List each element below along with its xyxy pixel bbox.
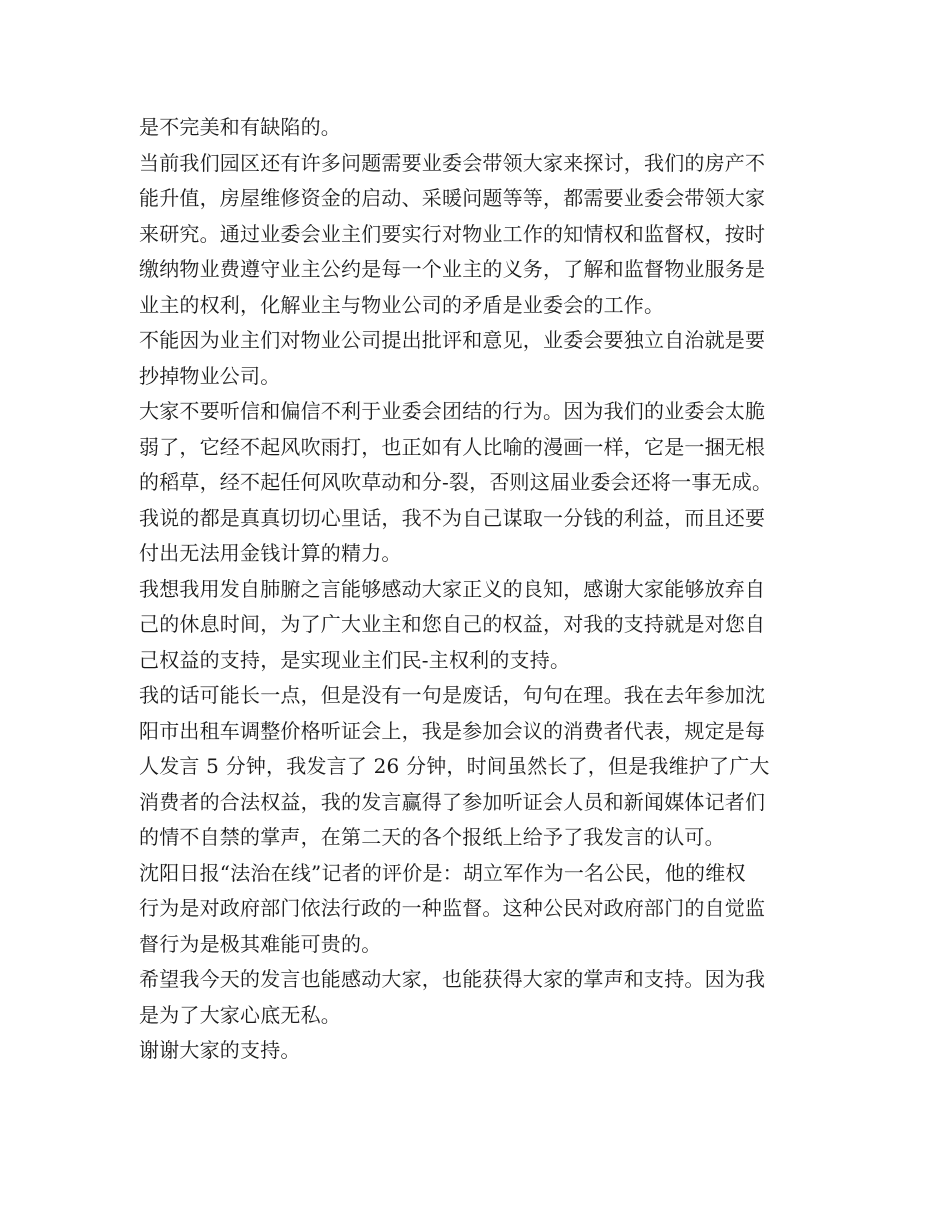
- text-line: 谢谢大家的支持。: [139, 1038, 301, 1062]
- text-line: 消费者的合法权益，我的发言赢得了参加听证会人员和新闻媒体记者们: [139, 789, 766, 814]
- text-line: 来研究。通过业委会业主们要实行对物业工作的知情权和监督权，按时: [139, 221, 766, 246]
- text-line: 能升值，房屋维修资金的启动、采暖问题等等，都需要业委会带领大家: [139, 186, 766, 210]
- text-line: 人发言 5 分钟，我发言了 26 分钟，时间虽然长了，但是我维护了广大: [139, 754, 770, 778]
- text-line: 大家不要听信和偏信不利于业委会团结的行为。因为我们的业委会太脆: [139, 399, 766, 423]
- text-line: 我的话可能长一点，但是没有一句是废话，句句在理。我在去年参加沈: [139, 683, 766, 707]
- text-line: 行为是对政府部门依法行政的一种监督。这种公民对政府部门的自觉监: [139, 896, 766, 920]
- text-line: 己的休息时间，为了广大业主和您自己的权益，对我的支持就是对您自: [139, 612, 766, 636]
- text-line: 的情不自禁的掌声，在第二天的各个报纸上给予了我发言的认可。: [139, 825, 725, 849]
- text-line: 督行为是极其难能可贵的。: [139, 931, 382, 956]
- text-line: 我说的都是真真切切心里话，我不为自己谋取一分钱的利益，而且还要: [139, 505, 766, 530]
- text-line: 阳市出租车调整价格听证会上，我是参加会议的消费者代表，规定是每: [139, 718, 766, 743]
- document-body: [139, 110, 829, 1069]
- text-line: 是不完美和有缺陷的。: [139, 115, 341, 139]
- text-line: 的稻草，经不起任何风吹草动和分-裂，否则这届业委会还将一事无成。: [139, 470, 773, 494]
- text-line: 沈阳日报“法治在线”记者的评价是：胡立军作为一名公民，他的维权: [139, 860, 746, 885]
- text-line: 希望我今天的发言也能感动大家，也能获得大家的掌声和支持。因为我: [139, 967, 766, 991]
- text-line: 弱了，它经不起风吹雨打，也正如有人比喻的漫画一样，它是一捆无根: [139, 434, 766, 459]
- text-line: 我想我用发自肺腑之言能够感动大家正义的良知，感谢大家能够放弃自: [139, 576, 766, 601]
- text-line: 付出无法用金钱计算的精力。: [139, 541, 402, 565]
- text-line: 是为了大家心底无私。: [139, 1002, 341, 1027]
- text-line: 缴纳物业费遵守业主公约是每一个业主的义务，了解和监督物业服务是: [139, 257, 766, 281]
- text-line: 业主的权利，化解业主与物业公司的矛盾是业委会的工作。: [139, 292, 665, 317]
- text-line: 己权益的支持，是实现业主们民-主权利的支持。: [139, 647, 571, 672]
- text-line: 当前我们园区还有许多问题需要业委会带领大家来探讨，我们的房产不: [139, 150, 766, 175]
- text-line: 不能因为业主们对物业公司提出批评和意见，业委会要独立自治就是要: [139, 328, 766, 352]
- text-line: 抄掉物业公司。: [139, 363, 281, 388]
